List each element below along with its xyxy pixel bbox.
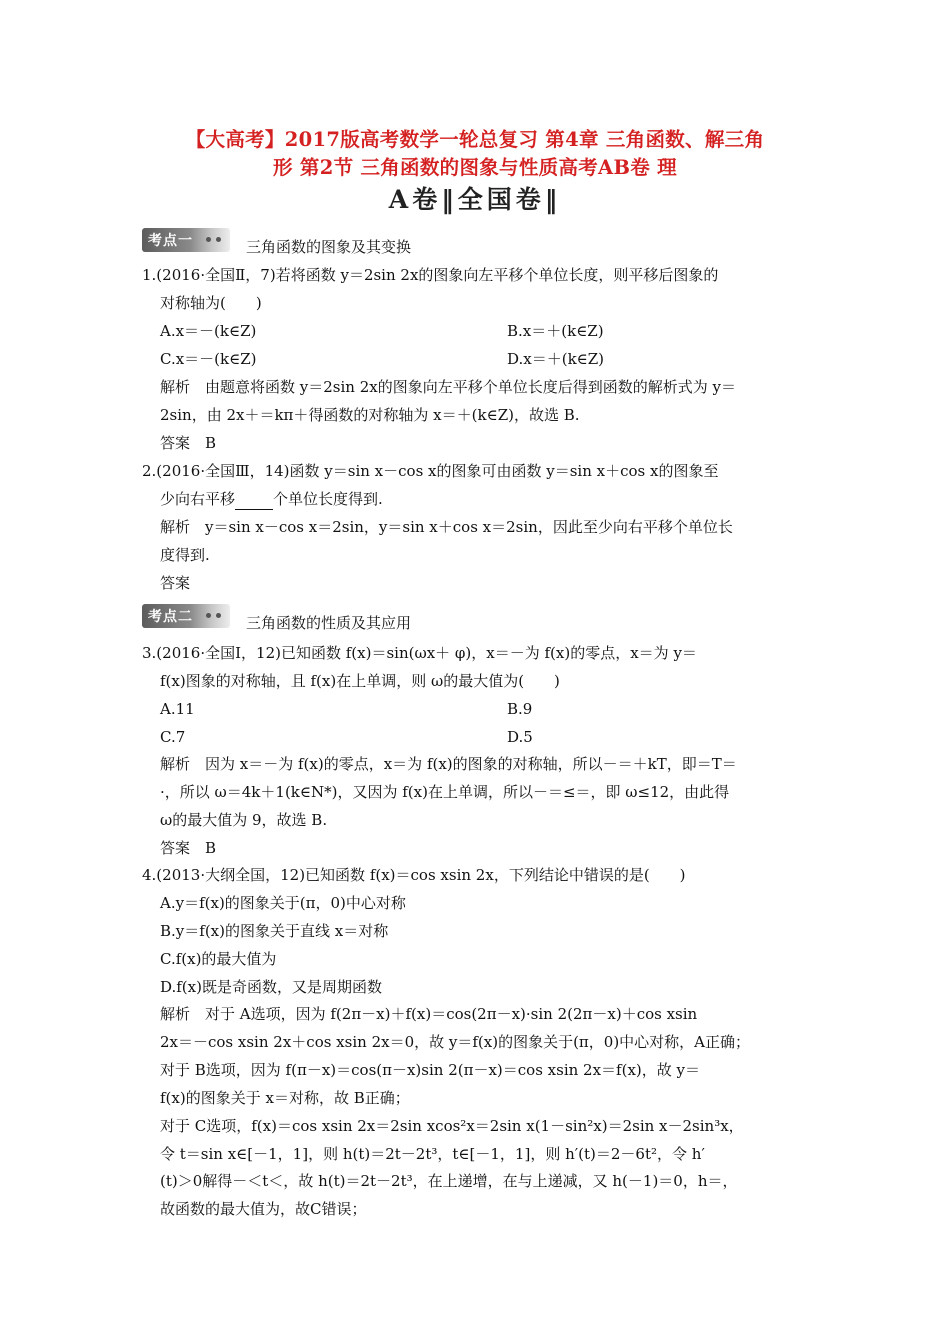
- solution-3-line-2: ·，所以 ω＝4k＋1(k∈N*)，又因为 f(x)在上单调，所以－＝≤＝，即 ω≤12，由此得: [160, 783, 730, 801]
- option-1b: B.x＝＋(k∈Z): [507, 322, 604, 340]
- question-3-line-1: 3.(2016·全国Ⅰ，12)已知函数 f(x)＝sin(ωx＋ φ)，x＝－为 f(x)的零点，x＝为 y＝: [142, 644, 697, 662]
- section-heading-1: 三角函数的图象及其变换: [246, 238, 412, 256]
- section-subtitle: A卷‖全国卷‖: [388, 185, 562, 214]
- answer-1: 答案 B: [160, 434, 217, 452]
- option-1d: D.x＝＋(k∈Z): [507, 350, 605, 368]
- answer-2: 答案: [160, 574, 191, 592]
- question-2-line-1: 2.(2016·全国Ⅲ，14)函数 y＝sin x－cos x的图象可由函数 y＝sin x＋cos x的图象至: [142, 462, 719, 480]
- solution-4-line-5: 对于 C选项，f(x)＝cos xsin 2x＝2sin xcos²x＝2sin x(1－sin²x)＝2sin x－2sin³x，: [160, 1117, 744, 1135]
- solution-4-line-2: 2x＝－cos xsin 2x＋cos xsin 2x＝0，故 y＝f(x)的图象关于(π，0)中心对称，A正确；: [160, 1033, 751, 1051]
- section-badge-label: 考点一: [148, 233, 193, 249]
- document-title-line-1: 【大高考】2017版高考数学一轮总复习 第4章 三角函数、解三角: [185, 128, 765, 151]
- badge-dot-icon: [216, 237, 221, 242]
- option-1a: A.x＝－(k∈Z): [160, 322, 257, 340]
- solution-4-line-3: 对于 B选项，因为 f(π－x)＝cos(π－x)sin 2(π－x)＝cos xsin 2x＝f(x)，故 y＝: [160, 1061, 701, 1079]
- document-title-line-2: 形 第2节 三角函数的图象与性质高考AB卷 理: [273, 156, 677, 179]
- option-3d: D.5: [507, 728, 533, 746]
- answer-3: 答案 B: [160, 839, 217, 857]
- section-badge-1: [142, 228, 230, 252]
- solution-1-line-2: 2sin，由 2x＋＝kπ＋得函数的对称轴为 x＝＋(k∈Z)，故选 B.: [160, 406, 580, 424]
- solution-4-line-4: f(x)的图象关于 x＝对称，故 B正确；: [160, 1089, 410, 1107]
- question-1-line-1: 1.(2016·全国Ⅱ，7)若将函数 y＝2sin 2x的图象向左平移个单位长度，则平移后图象的: [142, 266, 719, 284]
- question-1-line-2: 对称轴为( ): [160, 294, 262, 312]
- solution-4-line-7: (t)＞0解得－＜t＜，故 h(t)＝2t－2t³，在上递增，在与上递减，又 h(－1)＝0，h＝，: [160, 1172, 738, 1190]
- section-heading-2: 三角函数的性质及其应用: [246, 614, 412, 632]
- answer-blank: [235, 489, 273, 510]
- badge-dot-icon: [206, 237, 211, 242]
- option-4b: B.y＝f(x)的图象关于直线 x＝对称: [160, 922, 389, 940]
- badge-dot-icon: [206, 613, 211, 618]
- question-4-line-1: 4.(2013·大纲全国，12)已知函数 f(x)＝cos xsin 2x，下列结论中错误的是( ): [142, 866, 686, 884]
- question-2-line-2: [160, 489, 383, 510]
- solution-4-line-6: 令 t＝sin x∈[－1，1]，则 h(t)＝2t－2t³，t∈[－1，1]，则 h′(t)＝2－6t²，令 h′: [160, 1145, 705, 1163]
- section-badge-label: 考点二: [148, 609, 193, 625]
- solution-1-line-1: 解析 由题意将函数 y＝2sin 2x的图象向左平移个单位长度后得到函数的解析式为 y＝: [160, 378, 736, 396]
- option-4d: D.f(x)既是奇函数，又是周期函数: [160, 978, 382, 996]
- option-3a: A.11: [160, 700, 195, 718]
- solution-2-line-2: 度得到.: [160, 546, 210, 564]
- badge-dot-icon: [216, 613, 221, 618]
- question-3-line-2: f(x)图象的对称轴，且 f(x)在上单调，则 ω的最大值为( ): [160, 672, 560, 690]
- solution-3-line-1: 解析 因为 x＝－为 f(x)的零点，x＝为 f(x)的图象的对称轴，所以－＝＋kT，即＝T＝: [160, 755, 737, 773]
- solution-3-line-3: ω的最大值为 9，故选 B.: [160, 811, 328, 829]
- solution-4-line-1: 解析 对于 A选项，因为 f(2π－x)＋f(x)＝cos(2π－x)·sin 2(2π－x)＋cos xsin: [160, 1005, 698, 1023]
- section-badge-2: [142, 604, 230, 628]
- option-4a: A.y＝f(x)的图象关于(π，0)中心对称: [160, 894, 406, 912]
- option-3c: C.7: [160, 728, 186, 746]
- question-2-text-a: 少向右平移: [160, 490, 236, 508]
- solution-2-line-1: 解析 y＝sin x－cos x＝2sin，y＝sin x＋cos x＝2sin，因此至少向右平移个单位长: [160, 518, 733, 536]
- option-4c: C.f(x)的最大值为: [160, 950, 277, 968]
- option-3b: B.9: [507, 700, 533, 718]
- option-1c: C.x＝－(k∈Z): [160, 350, 257, 368]
- solution-4-line-8: 故函数的最大值为，故C错误；: [160, 1200, 367, 1218]
- question-2-text-b: 个单位长度得到.: [273, 490, 383, 508]
